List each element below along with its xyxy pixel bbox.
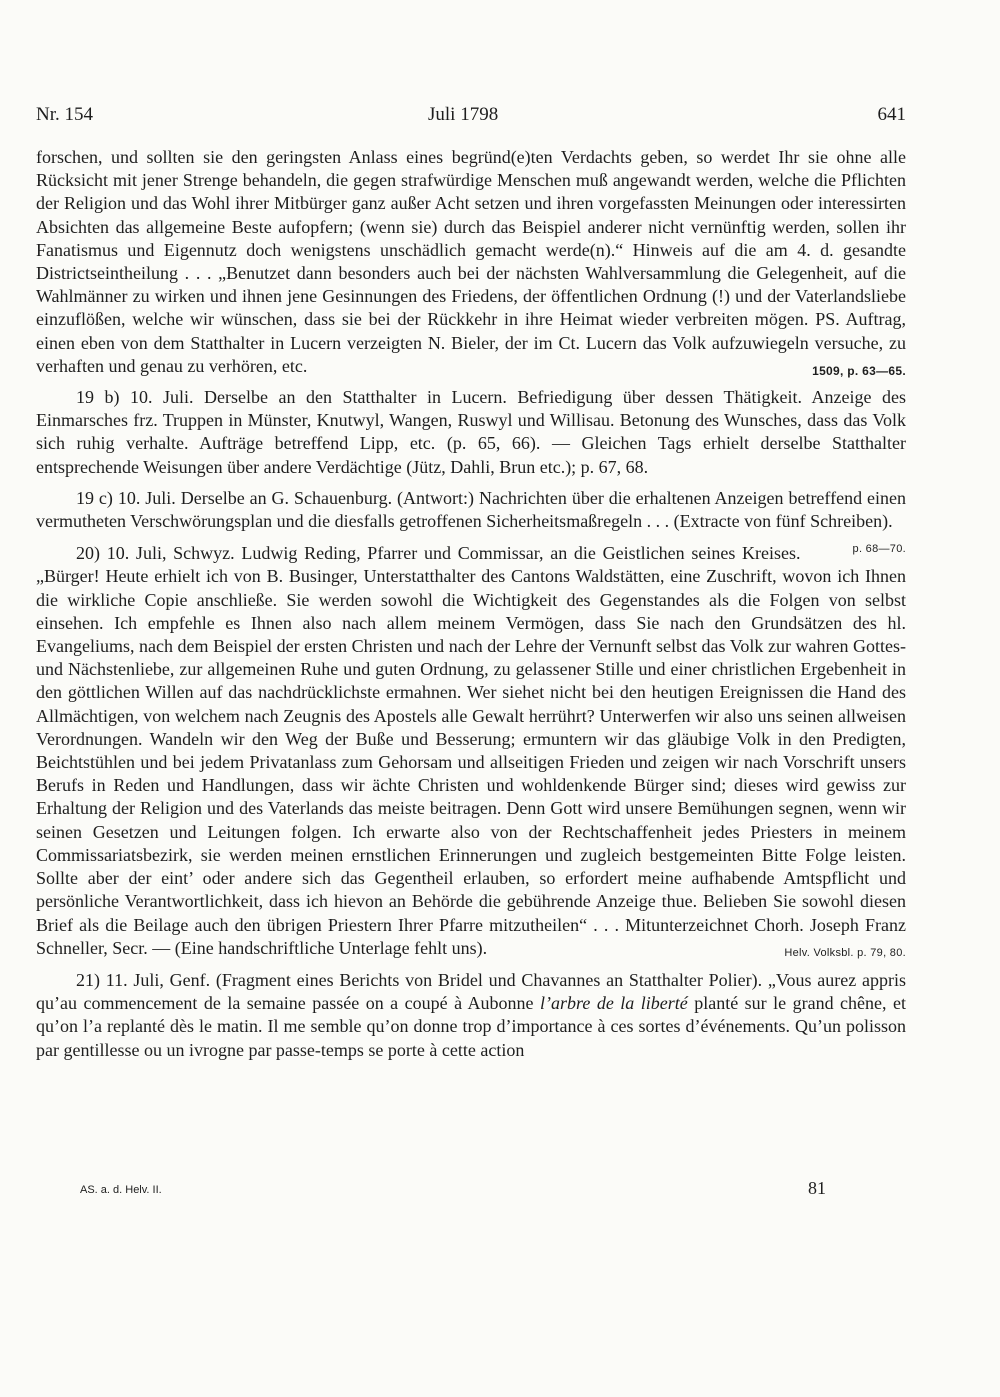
paragraph-text-cont: planté sur le grand chêne, et qu’on l’a replanté dès le matin. Il me semble qu’on donne trop d’importance à ces sortes d’événements. Qu’un polisson par gentillesse ou un ivrogne par passe-temps se porte à cette action — [36, 993, 906, 1060]
paragraph-continuation — [36, 146, 906, 378]
page-footer — [80, 1178, 826, 1206]
italic-phrase: l’arbre de la liberté — [540, 993, 688, 1014]
footer-signature-number: 81 — [808, 1178, 826, 1198]
paragraph-text: 19 b) 10. Juli. Derselbe an den Statthalter in Lucern. Befriedigung über dessen Thätigkeit. Anzeige des Einmarsches frz. Truppen in Münster, Knutwyl, Wangen, Ruswyl und Willisau. Betonung des Wunsches, dass das Volk sich ruhig verhalte. Aufträge betreffend Lipp, etc. (p. 65, 66). — Gleichen Tags erhielt derselbe Statthalter entsprechende Weisungen über andere Verdächtige (Jütz, Dahli, Brun etc.); p. 67, 68. — [36, 387, 906, 477]
header-date: Juli 1798 — [428, 104, 499, 125]
source-reference: Helv. Volksbl. p. 79, 80. — [784, 946, 906, 959]
paragraph-text: forschen, und sollten sie den geringsten Anlass eines begründ(e)ten Verdachts geben, so werdet Ihr sie ohne alle Rücksicht mit jener Strenge behandeln, die gegen strafwürdige Menschen muß angewandt werden, welche die Pflichten der Religion und das Wohl ihrer Mitbürger ganz außer Acht setzen und ihren vorgefassten Meinungen oder interessirten Absichten das allgemeine Beste aufopfern; (wenn sie) durch das Beispiel anderer nicht vernünftig werden, sollen ihr Fanatismus und Eigennutz doch wenigstens unschädlich gemacht werde(n).“ Hinweis auf die am 4. d. gesandte Districtseintheilung . . . „Benutzet dann besonders auch bei der nächsten Wahlversammlung die Gelegenheit, auf die Wahlmänner zu wirken und ihnen jene Gesinnungen des Friedens, der öffentlichen Ordnung (!) und der Vaterlandsliebe einzuflößen, welche wir wünschen, dass sie bei der Rückkehr in ihre Heimat wieder verbreiten mögen. PS. Auftrag, einen eben von dem Statthalter in Lucern verzeigten N. Bieler, der im Ct. Lucern das Volk aufzuwiegeln versuche, zu verhaften und genau zu verhören, etc. — [36, 147, 906, 376]
paragraph-text: 20) 10. Juli, Schwyz. Ludwig Reding, Pfarrer und Commissar, an die Geistlichen seines Kreises. „Bürger! Heute erhielt ich von B. Businger, Unterstatthalter des Cantons Waldstätten, eine Zuschrift, wovon ich Ihnen die wirkliche Copie anschließe. Sie werden sowohl die Wichtigkeit des Gegenstandes als die Folgen von selbst einsehen. Ich empfehle es Ihnen also nach allem meinem Vermögen, dass Sie nach den Grundsätzen des hl. Evangeliums, nach dem Beispiel der ersten Christen und nach der Lehre der Vernunft selbst das Volk zur wahren Gottes- und Nächstenliebe, zur allgemeinen Ruhe und guten Ordnung, zu gelassener Stille und einer christlichen Ergebenheit in den göttlichen Willen auf das nachdrücklichste ermahnen. Wer siehet nicht bei den heutigen Ereignissen die Hand des Allmächtigen, von welchem nach Zeugnis des Apostels alle Gewalt herrührt? Unterwerfen wir also uns seinen allweisen Verordnungen. Wandeln wir den Weg der Buße und Besserung; ermuntern wir das gläubige Volk in den Predigten, Beichtstühlen und bei jedem Privatanlass zum Gehorsam und allseitigen Frieden und zeigen wir nach Vorschrift unsers Berufs in Reden und Handlungen, dass wir ächte Christen und wohldenkende Bürger sind; dieses wird gewiss zur Erhaltung der Religion und des Vaterlands das meiste beitragen. Denn Gott wird unsere Bemühungen segnen, wenn wir seinen Gesetzen und Leitungen folgen. Ich erwarte also von der Rechtschaffenheit jedes Priesters in meinem Commissariatsbezirk, sie werden meinen ernstlichen Erinnerungen und zugleich bestgemeinten Bitte Folge leisten. Sollte aber der eint’ oder andere sich das Gegentheil erlauben, so erfordert meine aufhabende Amtspflicht und persönliche Verantwortlichkeit, dass ich hievon an Behörde die gebührende Anzeige thue. Belieben Sie sowohl diesen Brief als die Beilage auch den übrigen Priestern Ihrer Pfarre mitzutheilen“ . . . Mitunterzeichnet Chorh. Joseph Franz Schneller, Secr. — (Eine handschriftliche Unterlage fehlt uns). — [36, 543, 906, 958]
entry-20 — [36, 542, 906, 960]
entry-19b — [36, 386, 906, 479]
source-reference: 1509, p. 63—65. — [812, 363, 906, 378]
footer-series: AS. a. d. Helv. II. — [80, 1184, 162, 1196]
entry-19c — [36, 487, 906, 556]
document-body — [36, 146, 906, 1062]
paragraph-text: 19 c) 10. Juli. Derselbe an G. Schauenburg. (Antwort:) Nachrichten über die erhaltenen Anzeigen betreffend einen vermutheten Verschwörungsplan und die diesfalls getroffenen Sicherheitsmaßregeln . . . (Extracte von fünf Schreiben). — [36, 487, 906, 532]
running-header — [36, 104, 906, 132]
header-page-number: 641 — [877, 104, 906, 125]
source-reference: p. 68—70. — [852, 543, 906, 556]
entry-21 — [36, 969, 906, 1062]
paragraph-text: 21) 11. Juli, Genf. (Fragment eines Berichts von Bridel und Chavannes an Statthalter Polier). „Vous aurez appris qu’au commencement de la semaine passée on a coupé à Aubonne — [36, 969, 906, 1014]
header-number: Nr. 154 — [36, 104, 93, 125]
